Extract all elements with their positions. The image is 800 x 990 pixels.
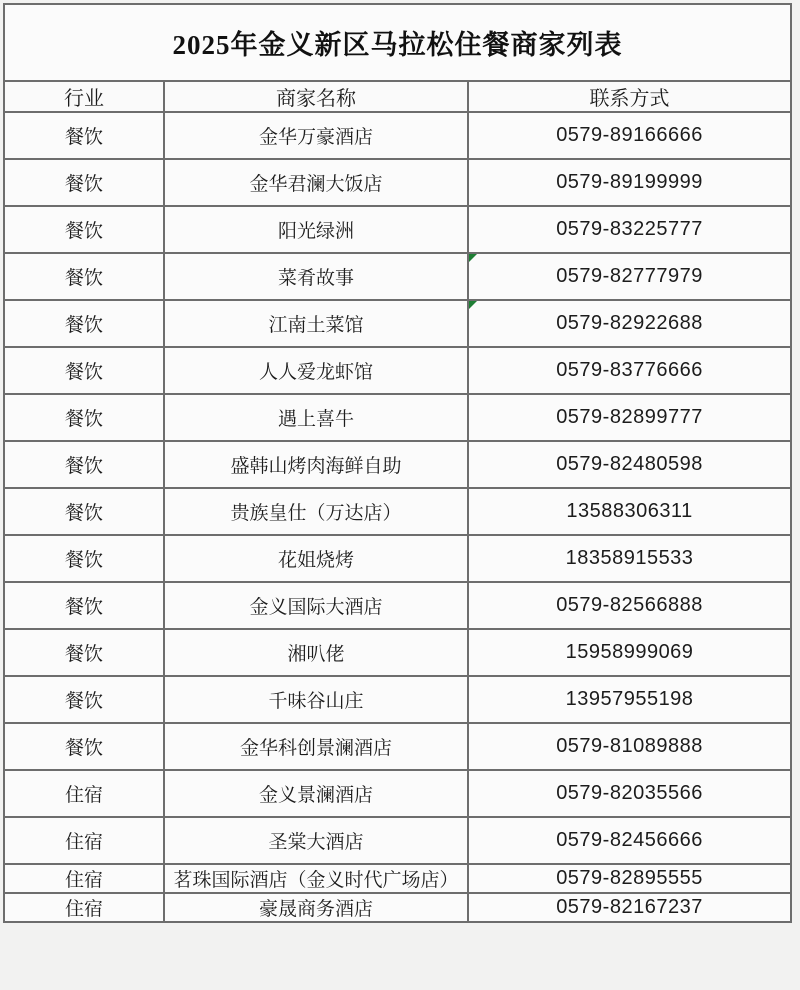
table-row bbox=[4, 676, 791, 723]
contact-cell-text: 0579-82167237 bbox=[556, 896, 703, 918]
contact-cell-text: 0579-82035566 bbox=[556, 782, 703, 804]
table-row bbox=[4, 112, 791, 159]
industry-cell bbox=[4, 159, 164, 206]
contact-cell bbox=[468, 112, 791, 159]
table-row bbox=[4, 723, 791, 770]
contact-cell-text: 13957955198 bbox=[565, 688, 694, 710]
industry-cell bbox=[4, 488, 164, 535]
industry-cell bbox=[4, 441, 164, 488]
industry-cell-text: 餐饮 bbox=[64, 503, 103, 524]
table-row bbox=[4, 347, 791, 394]
industry-cell-text: 餐饮 bbox=[64, 315, 103, 336]
industry-cell-text: 餐饮 bbox=[64, 409, 103, 430]
contact-cell-text: 0579-82895555 bbox=[556, 867, 703, 889]
merchant-name-cell-text: 千味谷山庄 bbox=[268, 691, 364, 712]
industry-cell-text: 餐饮 bbox=[64, 597, 103, 618]
column-header-merchant-name: 商家名称 bbox=[164, 81, 468, 112]
contact-cell bbox=[468, 253, 791, 300]
contact-cell-text: 0579-89166666 bbox=[556, 124, 703, 146]
merchant-name-cell-text: 盛韩山烤肉海鲜自助 bbox=[230, 456, 402, 477]
industry-cell-text: 餐饮 bbox=[64, 644, 103, 665]
industry-cell-text: 餐饮 bbox=[64, 362, 103, 383]
merchant-name-cell bbox=[164, 723, 468, 770]
contact-cell bbox=[468, 441, 791, 488]
merchant-name-cell-text: 金华万豪酒店 bbox=[258, 127, 373, 148]
industry-cell bbox=[4, 817, 164, 864]
merchant-name-cell bbox=[164, 817, 468, 864]
contact-cell-text: 0579-82456666 bbox=[556, 829, 703, 851]
merchant-name-cell bbox=[164, 893, 468, 922]
contact-cell bbox=[468, 582, 791, 629]
industry-cell bbox=[4, 629, 164, 676]
industry-cell-text: 住宿 bbox=[64, 870, 103, 891]
contact-cell-text: 0579-82566888 bbox=[556, 594, 703, 616]
industry-cell bbox=[4, 864, 164, 893]
industry-cell-text: 餐饮 bbox=[64, 174, 103, 195]
column-header-contact: 联系方式 bbox=[468, 81, 791, 112]
merchant-name-cell bbox=[164, 159, 468, 206]
merchant-name-cell bbox=[164, 770, 468, 817]
contact-cell bbox=[468, 817, 791, 864]
contact-cell bbox=[468, 893, 791, 922]
industry-cell-text: 餐饮 bbox=[64, 691, 103, 712]
merchant-name-cell bbox=[164, 629, 468, 676]
table-row bbox=[4, 770, 791, 817]
contact-cell-text: 15958999069 bbox=[565, 641, 694, 663]
table-row bbox=[4, 817, 791, 864]
industry-cell-text: 餐饮 bbox=[64, 127, 103, 148]
industry-cell bbox=[4, 112, 164, 159]
contact-cell bbox=[468, 676, 791, 723]
table-row bbox=[4, 206, 791, 253]
merchant-table bbox=[3, 3, 792, 923]
industry-cell bbox=[4, 253, 164, 300]
contact-cell-text: 0579-81089888 bbox=[556, 735, 703, 757]
merchant-name-cell-text: 花姐烧烤 bbox=[277, 550, 354, 571]
merchant-name-cell-text: 遇上喜牛 bbox=[277, 409, 354, 430]
contact-cell-text: 0579-82777979 bbox=[556, 265, 703, 287]
merchant-name-cell bbox=[164, 535, 468, 582]
contact-cell bbox=[468, 770, 791, 817]
merchant-name-cell-text: 菜肴故事 bbox=[277, 268, 354, 289]
merchant-name-cell bbox=[164, 676, 468, 723]
merchant-name-cell-text: 金义景澜酒店 bbox=[258, 785, 373, 806]
page-title: 2025年金义新区马拉松住餐商家列表 bbox=[4, 4, 791, 81]
merchant-name-cell bbox=[164, 582, 468, 629]
table-row bbox=[4, 159, 791, 206]
industry-cell-text: 餐饮 bbox=[64, 456, 103, 477]
table-row bbox=[4, 629, 791, 676]
merchant-name-cell-text: 茗珠国际酒店（金义时代广场店） bbox=[173, 870, 459, 891]
contact-cell bbox=[468, 864, 791, 893]
industry-cell bbox=[4, 723, 164, 770]
industry-cell-text: 住宿 bbox=[64, 832, 103, 853]
table-row bbox=[4, 582, 791, 629]
contact-cell-text: 0579-82899777 bbox=[556, 406, 703, 428]
table-row bbox=[4, 535, 791, 582]
column-header-industry: 行业 bbox=[4, 81, 164, 112]
contact-cell-text: 0579-89199999 bbox=[556, 171, 703, 193]
merchant-name-cell bbox=[164, 206, 468, 253]
merchant-name-cell bbox=[164, 347, 468, 394]
table-row bbox=[4, 893, 791, 922]
contact-cell bbox=[468, 535, 791, 582]
excel-green-corner-marker-icon bbox=[469, 301, 477, 309]
merchant-name-cell bbox=[164, 864, 468, 893]
merchant-name-cell-text: 江南土菜馆 bbox=[268, 315, 364, 336]
merchant-name-cell-text: 金义国际大酒店 bbox=[249, 597, 383, 618]
merchant-name-cell-text: 圣棠大酒店 bbox=[268, 832, 364, 853]
industry-cell-text: 住宿 bbox=[64, 899, 103, 920]
merchant-name-cell-text: 阳光绿洲 bbox=[277, 221, 354, 242]
industry-cell-text: 餐饮 bbox=[64, 221, 103, 242]
merchant-name-cell bbox=[164, 112, 468, 159]
industry-cell-text: 餐饮 bbox=[64, 268, 103, 289]
excel-green-corner-marker-icon bbox=[469, 254, 477, 262]
merchant-name-cell bbox=[164, 300, 468, 347]
industry-cell bbox=[4, 347, 164, 394]
industry-cell bbox=[4, 582, 164, 629]
merchant-name-cell-text: 湘叭佬 bbox=[287, 644, 345, 665]
contact-cell bbox=[468, 159, 791, 206]
industry-cell bbox=[4, 893, 164, 922]
table-row bbox=[4, 300, 791, 347]
merchant-name-cell bbox=[164, 488, 468, 535]
title-row bbox=[4, 4, 791, 81]
contact-cell bbox=[468, 394, 791, 441]
merchant-name-cell-text: 人人爱龙虾馆 bbox=[258, 362, 373, 383]
contact-cell-text: 13588306311 bbox=[566, 500, 693, 522]
merchant-name-cell bbox=[164, 394, 468, 441]
contact-cell-text: 18358915533 bbox=[565, 547, 694, 569]
industry-cell bbox=[4, 535, 164, 582]
contact-cell bbox=[468, 300, 791, 347]
contact-cell bbox=[468, 488, 791, 535]
merchant-name-cell-text: 金华科创景澜酒店 bbox=[239, 738, 392, 759]
industry-cell bbox=[4, 394, 164, 441]
industry-cell-text: 餐饮 bbox=[64, 550, 103, 571]
merchant-name-cell-text: 金华君澜大饭店 bbox=[249, 174, 383, 195]
industry-cell bbox=[4, 206, 164, 253]
contact-cell bbox=[468, 723, 791, 770]
contact-cell bbox=[468, 629, 791, 676]
merchant-list-sheet bbox=[3, 3, 790, 923]
contact-cell-text: 0579-82922688 bbox=[556, 312, 703, 334]
contact-cell-text: 0579-82480598 bbox=[556, 453, 703, 475]
column-header-row bbox=[4, 81, 791, 112]
contact-cell bbox=[468, 206, 791, 253]
industry-cell bbox=[4, 770, 164, 817]
industry-cell-text: 餐饮 bbox=[64, 738, 103, 759]
merchant-name-cell-text: 贵族皇仕（万达店） bbox=[230, 503, 402, 524]
contact-cell-text: 0579-83776666 bbox=[556, 359, 703, 381]
industry-cell-text: 住宿 bbox=[64, 785, 103, 806]
table-row bbox=[4, 441, 791, 488]
industry-cell bbox=[4, 300, 164, 347]
merchant-name-cell bbox=[164, 253, 468, 300]
table-row bbox=[4, 488, 791, 535]
table-row bbox=[4, 864, 791, 893]
table-row bbox=[4, 394, 791, 441]
contact-cell bbox=[468, 347, 791, 394]
industry-cell bbox=[4, 676, 164, 723]
contact-cell-text: 0579-83225777 bbox=[556, 218, 703, 240]
table-row bbox=[4, 253, 791, 300]
merchant-name-cell-text: 豪晟商务酒店 bbox=[258, 899, 373, 920]
merchant-name-cell bbox=[164, 441, 468, 488]
